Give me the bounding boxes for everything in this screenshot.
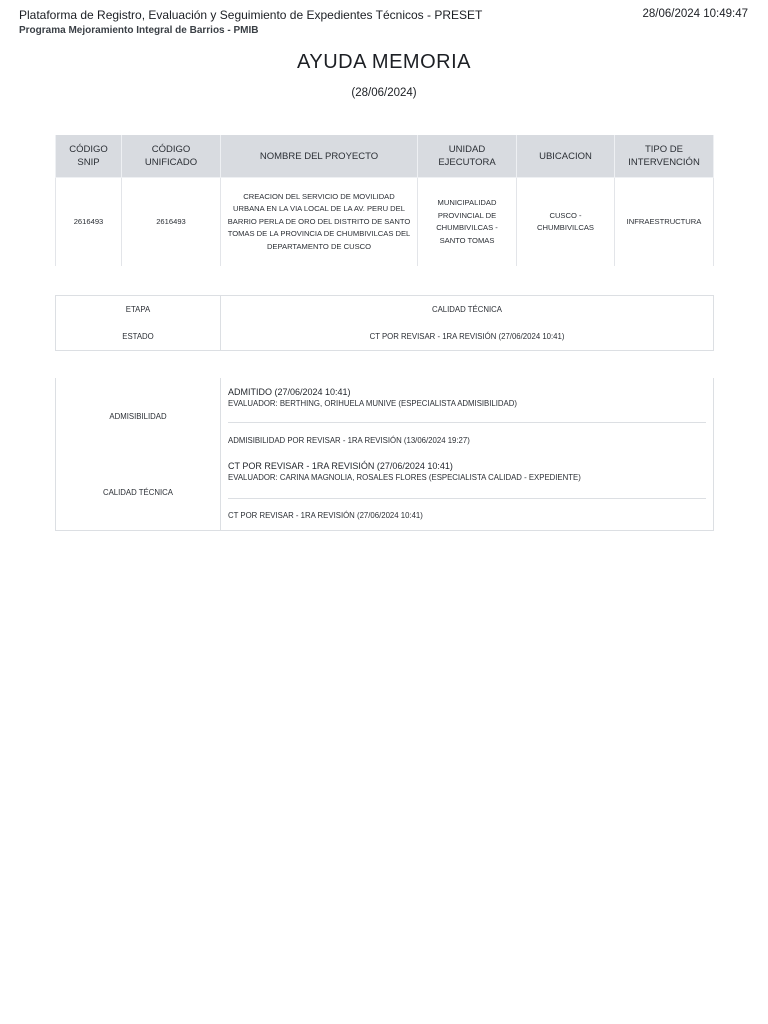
header-tipo-intervencion: TIPO DE INTERVENCIÓN [615, 135, 714, 178]
estado-value: CT POR REVISAR - 1RA REVISIÓN (27/06/2024 10:41) [369, 332, 565, 341]
cell-ubicacion: CUSCO - CHUMBIVILCAS [517, 178, 615, 267]
document-title: AYUDA MEMORIA [297, 51, 471, 73]
header-codigo-unificado: CÓDIGO UNIFICADO [122, 135, 221, 178]
project-table-header-row [56, 135, 714, 178]
stage-row-etapa [56, 296, 714, 324]
admisibilidad-label: ADMISIBILIDAD [56, 378, 221, 454]
header-nombre-proyecto: NOMBRE DEL PROYECTO [221, 135, 418, 178]
platform-title: Plataforma de Registro, Evaluación y Seguimiento de Expedientes Técnicos - PRESET [19, 8, 483, 22]
history-table [55, 378, 714, 531]
document-date: (28/06/2024) [351, 87, 417, 99]
stage-row-estado [56, 323, 714, 351]
admisibilidad-previous: ADMISIBILIDAD POR REVISAR - 1RA REVISIÓN (13/06/2024 19:27) [228, 436, 470, 445]
calidad-previous: CT POR REVISAR - 1RA REVISIÓN (27/06/2024 10:41) [228, 511, 423, 520]
calidad-label: CALIDAD TÉCNICA [56, 454, 221, 531]
print-timestamp: 28/06/2024 10:49:47 [642, 8, 748, 20]
etapa-label: ETAPA [56, 296, 221, 324]
cell-nombre-proyecto: CREACION DEL SERVICIO DE MOVILIDAD URBANA EN LA VIA LOCAL DE LA AV. PERU DEL BARRIO PERLA DE ORO DEL DISTRITO DE SANTO TOMAS DE LA PROVINCIA DE CHUMBIVILCAS DEL DEPARTAMENTO DE CUSCO [221, 178, 418, 267]
program-subtitle: Programa Mejoramiento Integral de Barrios - PMIB [19, 25, 259, 36]
cell-codigo-unificado: 2616493 [122, 178, 221, 267]
history-row-admisibilidad [56, 378, 714, 454]
header-codigo-snip: CÓDIGO SNIP [56, 135, 122, 178]
calidad-evaluator: EVALUADOR: CARINA MAGNOLIA, ROSALES FLORES (ESPECIALISTA CALIDAD - EXPEDIENTE) [228, 473, 581, 482]
admisibilidad-evaluator: EVALUADOR: BERTHING, ORIHUELA MUNIVE (ESPECIALISTA ADMISIBILIDAD) [228, 399, 517, 408]
history-row-calidad [56, 454, 714, 531]
header-unidad-ejecutora: UNIDAD EJECUTORA [418, 135, 517, 178]
cell-tipo-intervencion: INFRAESTRUCTURA [615, 178, 714, 267]
table-row [56, 178, 714, 267]
admisibilidad-content [221, 378, 714, 454]
admisibilidad-status: ADMITIDO (27/06/2024 10:41) [228, 387, 351, 397]
calidad-content [221, 454, 714, 531]
project-table [55, 135, 714, 266]
cell-codigo-snip: 2616493 [56, 178, 122, 267]
cell-unidad-ejecutora: MUNICIPALIDAD PROVINCIAL DE CHUMBIVILCAS - SANTO TOMAS [418, 178, 517, 267]
calidad-status: CT POR REVISAR - 1RA REVISIÓN (27/06/2024 10:41) [228, 461, 453, 471]
header-ubicacion: UBICACION [517, 135, 615, 178]
etapa-value: CALIDAD TÉCNICA [431, 305, 503, 314]
estado-label: ESTADO [56, 323, 221, 351]
stage-table [55, 295, 714, 351]
